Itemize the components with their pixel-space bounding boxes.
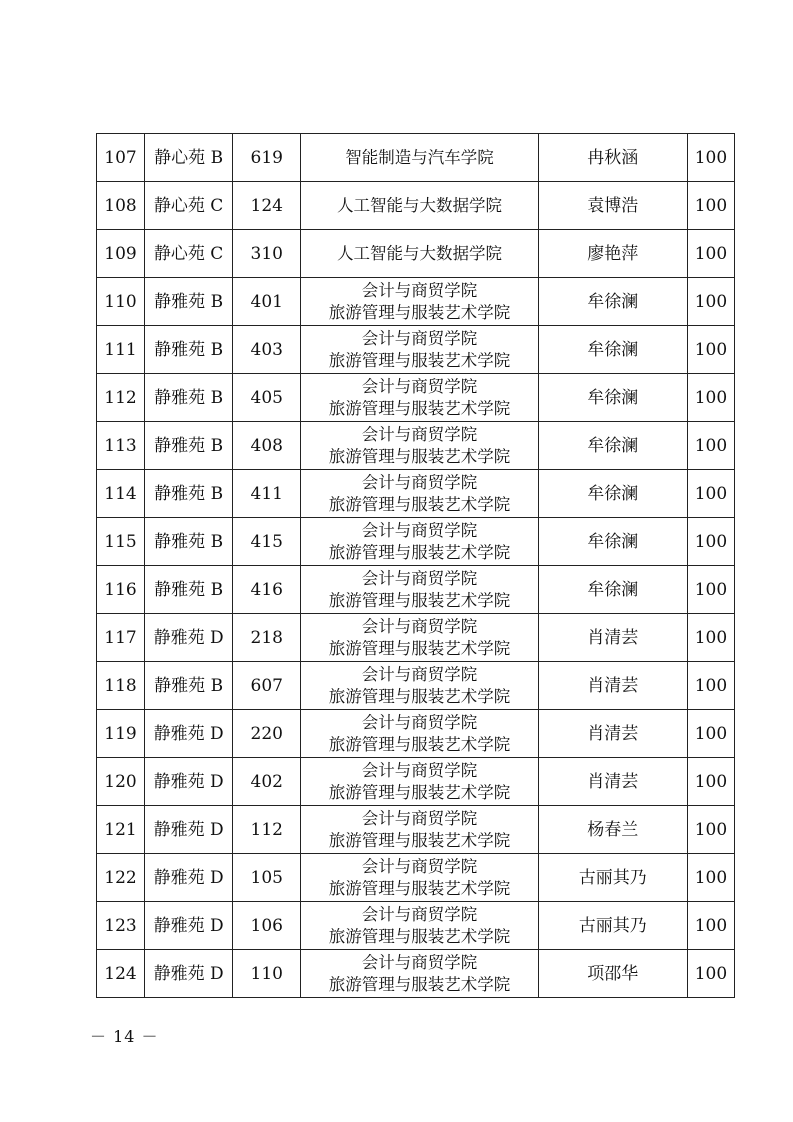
cell-room: 403	[233, 326, 301, 374]
cell-number: 119	[97, 710, 145, 758]
cell-score: 100	[687, 662, 734, 710]
cell-college	[301, 518, 538, 566]
cell-college	[301, 326, 538, 374]
cell-score: 100	[687, 134, 734, 182]
cell-person: 肖清芸	[538, 614, 687, 662]
table-row	[97, 710, 735, 758]
cell-person: 牟徐澜	[538, 518, 687, 566]
cell-college	[301, 470, 538, 518]
cell-room: 416	[233, 566, 301, 614]
cell-person: 牟徐澜	[538, 326, 687, 374]
table-row	[97, 134, 735, 182]
cell-college	[301, 374, 538, 422]
cell-number: 122	[97, 854, 145, 902]
cell-college	[301, 566, 538, 614]
cell-college	[301, 854, 538, 902]
college-name-line: 会计与商贸学院	[361, 904, 478, 924]
college-name-line: 会计与商贸学院	[361, 520, 478, 540]
cell-score: 100	[687, 758, 734, 806]
cell-number: 123	[97, 902, 145, 950]
college-name-line: 会计与商贸学院	[361, 328, 478, 348]
cell-college	[301, 662, 538, 710]
college-name-line: 旅游管理与服装艺术学院	[328, 398, 511, 418]
cell-score: 100	[687, 422, 734, 470]
table-body	[97, 134, 735, 998]
cell-number: 120	[97, 758, 145, 806]
cell-score: 100	[687, 374, 734, 422]
college-name-line: 人工智能与大数据学院	[336, 195, 502, 215]
college-name-line: 会计与商贸学院	[361, 424, 478, 444]
page-number: － 14 －	[90, 1027, 159, 1046]
cell-score: 100	[687, 854, 734, 902]
cell-number: 115	[97, 518, 145, 566]
table-row	[97, 806, 735, 854]
cell-person: 牟徐澜	[538, 422, 687, 470]
cell-building: 静雅苑 D	[145, 758, 233, 806]
cell-number: 108	[97, 182, 145, 230]
cell-room: 408	[233, 422, 301, 470]
college-name-line: 旅游管理与服装艺术学院	[328, 830, 511, 850]
cell-college	[301, 710, 538, 758]
college-name-line: 旅游管理与服装艺术学院	[328, 878, 511, 898]
college-name-line: 旅游管理与服装艺术学院	[328, 446, 511, 466]
table-row	[97, 614, 735, 662]
cell-building: 静雅苑 D	[145, 806, 233, 854]
cell-person: 肖清芸	[538, 758, 687, 806]
cell-building: 静雅苑 B	[145, 470, 233, 518]
dormitory-score-table	[96, 133, 735, 998]
table-row	[97, 326, 735, 374]
cell-building: 静心苑 C	[145, 230, 233, 278]
college-name-line: 旅游管理与服装艺术学院	[328, 350, 511, 370]
cell-room: 124	[233, 182, 301, 230]
college-name-line: 会计与商贸学院	[361, 712, 478, 732]
cell-building: 静雅苑 B	[145, 518, 233, 566]
cell-score: 100	[687, 470, 734, 518]
cell-building: 静雅苑 D	[145, 710, 233, 758]
college-name-line: 旅游管理与服装艺术学院	[328, 638, 511, 658]
cell-score: 100	[687, 278, 734, 326]
cell-number: 110	[97, 278, 145, 326]
cell-person: 牟徐澜	[538, 374, 687, 422]
cell-person: 牟徐澜	[538, 278, 687, 326]
table-row	[97, 518, 735, 566]
college-name-line: 会计与商贸学院	[361, 616, 478, 636]
cell-college	[301, 134, 538, 182]
table-row	[97, 278, 735, 326]
cell-score: 100	[687, 518, 734, 566]
cell-building: 静雅苑 B	[145, 278, 233, 326]
cell-person: 杨春兰	[538, 806, 687, 854]
cell-room: 310	[233, 230, 301, 278]
cell-room: 411	[233, 470, 301, 518]
college-name-line: 会计与商贸学院	[361, 376, 478, 396]
cell-room: 110	[233, 950, 301, 998]
table-row	[97, 182, 735, 230]
college-name-line: 旅游管理与服装艺术学院	[328, 542, 511, 562]
cell-number: 113	[97, 422, 145, 470]
cell-number: 112	[97, 374, 145, 422]
cell-room: 619	[233, 134, 301, 182]
table-row	[97, 902, 735, 950]
cell-number: 111	[97, 326, 145, 374]
cell-person: 牟徐澜	[538, 470, 687, 518]
college-name-line: 旅游管理与服装艺术学院	[328, 302, 511, 322]
college-name-line: 会计与商贸学院	[361, 280, 478, 300]
table-row	[97, 470, 735, 518]
college-name-line: 会计与商贸学院	[361, 952, 478, 972]
table-row	[97, 758, 735, 806]
cell-number: 124	[97, 950, 145, 998]
cell-person: 古丽其乃	[538, 854, 687, 902]
cell-room: 415	[233, 518, 301, 566]
college-name-line: 旅游管理与服装艺术学院	[328, 782, 511, 802]
cell-person: 牟徐澜	[538, 566, 687, 614]
table-row	[97, 854, 735, 902]
college-name-line: 旅游管理与服装艺术学院	[328, 734, 511, 754]
cell-college	[301, 758, 538, 806]
cell-number: 117	[97, 614, 145, 662]
cell-room: 220	[233, 710, 301, 758]
college-name-line: 旅游管理与服装艺术学院	[328, 590, 511, 610]
cell-person: 肖清芸	[538, 710, 687, 758]
cell-person: 袁博浩	[538, 182, 687, 230]
cell-score: 100	[687, 710, 734, 758]
cell-room: 218	[233, 614, 301, 662]
cell-building: 静心苑 C	[145, 182, 233, 230]
cell-number: 109	[97, 230, 145, 278]
cell-college	[301, 182, 538, 230]
cell-building: 静雅苑 B	[145, 566, 233, 614]
cell-person: 古丽其乃	[538, 902, 687, 950]
table-row	[97, 230, 735, 278]
cell-number: 116	[97, 566, 145, 614]
cell-room: 112	[233, 806, 301, 854]
table-row	[97, 374, 735, 422]
cell-college	[301, 422, 538, 470]
college-name-line: 会计与商贸学院	[361, 856, 478, 876]
cell-score: 100	[687, 902, 734, 950]
cell-number: 114	[97, 470, 145, 518]
college-name-line: 人工智能与大数据学院	[336, 243, 502, 263]
college-name-line: 会计与商贸学院	[361, 568, 478, 588]
table-row	[97, 566, 735, 614]
cell-score: 100	[687, 614, 734, 662]
cell-building: 静雅苑 B	[145, 374, 233, 422]
cell-college	[301, 278, 538, 326]
cell-building: 静雅苑 B	[145, 422, 233, 470]
cell-score: 100	[687, 950, 734, 998]
cell-person: 冉秋涵	[538, 134, 687, 182]
cell-person: 廖艳萍	[538, 230, 687, 278]
college-name-line: 旅游管理与服装艺术学院	[328, 974, 511, 994]
cell-score: 100	[687, 566, 734, 614]
cell-score: 100	[687, 806, 734, 854]
cell-building: 静雅苑 D	[145, 950, 233, 998]
cell-building: 静雅苑 B	[145, 326, 233, 374]
cell-number: 107	[97, 134, 145, 182]
cell-building: 静雅苑 D	[145, 902, 233, 950]
table-row	[97, 950, 735, 998]
cell-room: 405	[233, 374, 301, 422]
cell-number: 118	[97, 662, 145, 710]
cell-building: 静雅苑 B	[145, 662, 233, 710]
cell-building: 静雅苑 D	[145, 614, 233, 662]
cell-score: 100	[687, 230, 734, 278]
college-name-line: 旅游管理与服装艺术学院	[328, 686, 511, 706]
table-row	[97, 422, 735, 470]
cell-room: 106	[233, 902, 301, 950]
college-name-line: 会计与商贸学院	[361, 472, 478, 492]
cell-building: 静心苑 B	[145, 134, 233, 182]
cell-room: 105	[233, 854, 301, 902]
cell-score: 100	[687, 182, 734, 230]
college-name-line: 会计与商贸学院	[361, 760, 478, 780]
college-name-line: 智能制造与汽车学院	[345, 147, 494, 167]
cell-room: 402	[233, 758, 301, 806]
cell-room: 607	[233, 662, 301, 710]
cell-person: 肖清芸	[538, 662, 687, 710]
table-row	[97, 662, 735, 710]
cell-score: 100	[687, 326, 734, 374]
cell-college	[301, 806, 538, 854]
college-name-line: 旅游管理与服装艺术学院	[328, 494, 511, 514]
cell-college	[301, 614, 538, 662]
cell-college	[301, 902, 538, 950]
cell-room: 401	[233, 278, 301, 326]
college-name-line: 会计与商贸学院	[361, 664, 478, 684]
cell-person: 项邵华	[538, 950, 687, 998]
cell-college	[301, 230, 538, 278]
cell-college	[301, 950, 538, 998]
cell-building: 静雅苑 D	[145, 854, 233, 902]
college-name-line: 会计与商贸学院	[361, 808, 478, 828]
cell-number: 121	[97, 806, 145, 854]
college-name-line: 旅游管理与服装艺术学院	[328, 926, 511, 946]
